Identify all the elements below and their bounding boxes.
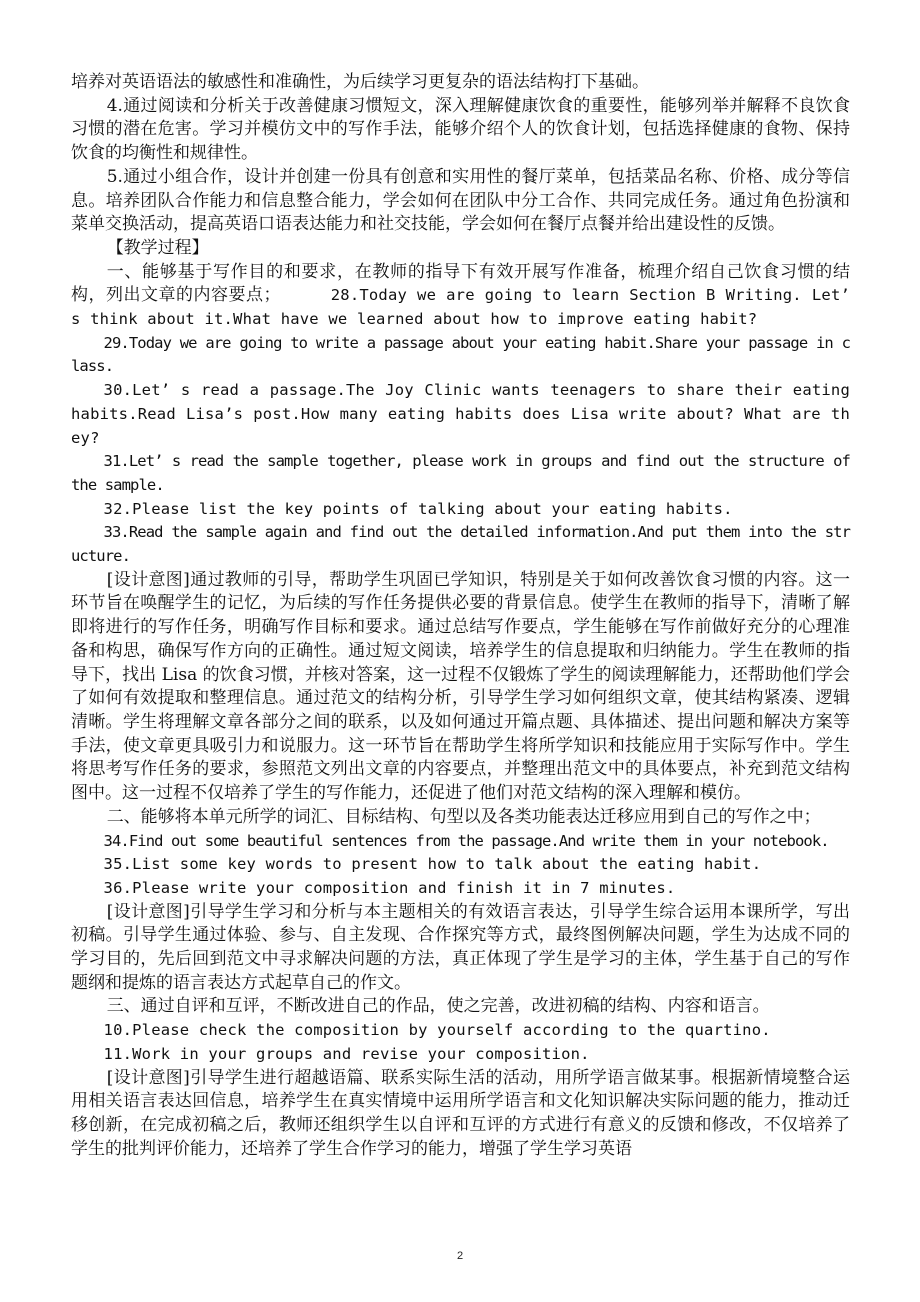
step-1-heading <box>71 261 850 332</box>
objective-5: 5.通过小组合作，设计并创建一份具有创意和实用性的餐厅菜单，包括菜品名称、价格、成分等信息。培养团队合作能力和信息整合能力，学会如何在团队中分工合作、共同完成任务。通过角色扮演和菜单交换活动，提高英语口语表达能力和社交技能，学会如何在餐厅点餐并给出建设性的反馈。 <box>71 166 850 235</box>
item-29: 29.Today we are going to write a passage about your eating habit.Share your passage in class. <box>71 333 850 376</box>
design-intent-3: [设计意图]引导学生进行超越语篇、联系实际生活的活动，用所学语言做某事。根据新情境整合运用相关语言表达回信息，培养学生在真实情境中运用所学语言和文化知识解决实际问题的能力，推动迁移创新，在完成初稿之后，教师还组织学生以自评和互评的方式进行有意义的反馈和修改，不仅培养了学生的批判评价能力，还培养了学生合作学习的能力，增强了学生学习英语 <box>71 1067 850 1159</box>
step-2-heading: 二、能够将本单元所学的词汇、目标结构、句型以及各类功能表达迁移应用到自己的写作之中； <box>106 806 821 827</box>
objective-4: 4.通过阅读和分析关于改善健康习惯短文，深入理解健康饮食的重要性，能够列举并解释不良饮食习惯的潜在危害。学习并模仿文中的写作手法，能够介绍个人的饮食计划，包括选择健康的食物、保持饮食的均衡性和规律性。 <box>71 95 850 164</box>
item-34: 34.Find out some beautiful sentences from the passage.And write them in your notebook. <box>103 831 829 850</box>
item-32: 32.Please list the key points of talking about your eating habits. <box>103 499 733 518</box>
item-28-text: 28.Today we are going to learn Section B Writing. Let’ s think about it.What have we learned about how to improve eating habit? <box>71 286 851 329</box>
section-heading-teaching-process: 【教学过程】 <box>106 237 209 258</box>
document-page <box>71 71 850 1161</box>
item-33: 33.Read the sample again and find out the detailed information.And put them into the structure. <box>71 523 850 566</box>
item-30: 30.Let’ s read a passage.The Joy Clinic wants teenagers to share their eating habits.Read Lisa’s post.How many eating habits does Lisa write about? What are they? <box>71 381 850 447</box>
item-35: 35.List some key words to present how to talk about the eating habit. <box>103 855 762 874</box>
item-11: 11.Work in your groups and revise your composition. <box>103 1044 590 1063</box>
design-intent-1: [设计意图]通过教师的引导，帮助学生巩固已学知识，特别是关于如何改善饮食习惯的内容。这一环节旨在唤醒学生的记忆，为后续的写作任务提供必要的背景信息。使学生在教师的指导下，清晰了解即将进行的写作任务，明确写作目标和要求。通过总结写作要点，学生能够在写作前做好充分的心理准备和构思，确保写作方向的正确性。通过短文阅读，培养学生的信息提取和归纳能力。学生在教师的指导下，找出 Lisa 的饮食习惯，并核对答案，这一过程不仅锻炼了学生的阅读理解能力，还帮助他们学会了如何有效提取和整理信息。通过范文的结构分析，引导学生学习如何组织文章，使其结构紧凑、逻辑清晰。学生将理解文章各部分之间的联系，以及如何通过开篇点题、具体描述、提出问题和解决方案等手法，使文章更具吸引力和说服力。这一环节旨在帮助学生将所学知识和技能应用于实际写作中。学生将思考写作任务的要求，参照范文列出文章的内容要点，并整理出范文中的具体要点，补充到范文结构图中。这一过程不仅培养了学生的写作能力，还促进了他们对范文结构的深入理解和模仿。 <box>71 569 850 804</box>
paragraph-grammar-foundation: 培养对英语语法的敏感性和准确性，为后续学习更复杂的语法结构打下基础。 <box>71 72 649 92</box>
item-31: 31.Let’ s read the sample together, please work in groups and find out the structure of the sample. <box>71 452 850 494</box>
item-36: 36.Please write your composition and finish it in 7 minutes. <box>103 878 676 897</box>
page-number: 2 <box>456 1250 464 1262</box>
design-intent-2: [设计意图]引导学生学习和分析与本主题相关的有效语言表达，引导学生综合运用本课所学，写出初稿。引导学生通过体验、参与、自主发现、合作探究等方式，最终图例解决问题，学生为达成不同的学习目的，先后回到范文中寻求解决问题的方法，真正体现了学生是学习的主体，学生基于自己的写作题纲和提炼的语言表达方式起草自己的作文。 <box>71 901 850 993</box>
step-3-heading: 三、通过自评和互评，不断改进自己的作品，使之完善，改进初稿的结构、内容和语言。 <box>106 996 770 1017</box>
item-10: 10.Please check the composition by yourself according to the quartino. <box>103 1021 771 1040</box>
step-1-text: 一、能够基于写作目的和要求，在教师的指导下有效开展写作准备，梳理介绍自己饮食习惯的结构，列出文章的内容要点； <box>71 261 850 306</box>
